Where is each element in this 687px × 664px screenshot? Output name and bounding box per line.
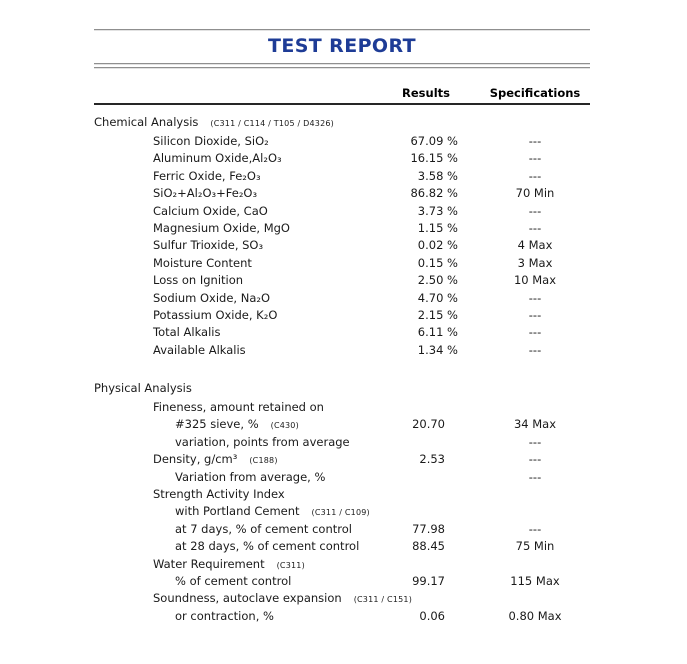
row-label	[94, 608, 385, 625]
parameter-name: at 7 days, % of cement control	[175, 521, 352, 536]
row-spec	[480, 556, 590, 574]
method-note: (C188)	[249, 456, 278, 466]
parameter-name: at 28 days, % of cement control	[175, 539, 360, 554]
analysis-row	[94, 608, 590, 625]
row-spec: ---	[528, 342, 542, 357]
analysis-row	[94, 590, 590, 607]
report-body	[94, 106, 590, 625]
header-rule	[94, 103, 590, 105]
top-rule	[94, 29, 590, 31]
parameter-name: Soundness, autoclave expansion	[153, 591, 342, 606]
analysis-row	[94, 451, 590, 468]
parameter-name: Ferric Oxide, Fe₂O₃	[153, 168, 261, 183]
analysis-row	[94, 469, 590, 486]
row-label	[94, 307, 385, 324]
parameter-name: with Portland Cement	[175, 504, 300, 519]
parameter-name: Water Requirement	[153, 556, 265, 571]
parameter-name: % of cement control	[175, 573, 292, 588]
parameter-name: Moisture Content	[153, 255, 252, 270]
method-note: (C311 / C109)	[311, 508, 370, 518]
row-result: 3.73 %	[417, 203, 458, 218]
parameter-name: Available Alkalis	[153, 342, 246, 357]
analysis-row	[94, 434, 590, 451]
parameter-name: Loss on Ignition	[153, 273, 244, 288]
analysis-row	[94, 416, 590, 433]
row-spec: ---	[528, 452, 542, 467]
title-double-rule	[94, 63, 590, 71]
row-spec: 3 Max	[517, 255, 553, 270]
analysis-row	[94, 573, 590, 590]
section-name: Physical Analysis	[94, 381, 192, 396]
row-result: 99.17	[412, 573, 445, 588]
row-spec: ---	[528, 134, 542, 148]
row-result: 0.06	[419, 608, 445, 623]
parameter-name: Strength Activity Index	[153, 487, 285, 502]
row-result	[385, 469, 480, 486]
row-label	[94, 503, 385, 521]
row-spec: ---	[528, 220, 542, 235]
section-name: Chemical Analysis	[94, 115, 199, 129]
row-spec: ---	[528, 168, 542, 183]
row-result: 20.70	[412, 417, 445, 432]
analysis-row	[94, 237, 590, 254]
section-physical-analysis	[94, 380, 590, 625]
analysis-row	[94, 503, 590, 520]
parameter-name: #325 sieve, %	[175, 417, 259, 432]
parameter-name: Variation from average, %	[175, 469, 326, 484]
row-spec: ---	[528, 434, 542, 449]
parameter-name: Sulfur Trioxide, SO₃	[153, 238, 264, 253]
row-label	[94, 556, 385, 574]
row-label	[94, 185, 385, 202]
row-label	[94, 150, 385, 167]
row-label	[94, 486, 385, 503]
row-result	[385, 503, 480, 521]
analysis-row	[94, 168, 590, 185]
row-spec: ---	[528, 290, 542, 305]
row-spec: 10 Max	[513, 273, 557, 288]
row-label	[94, 133, 385, 150]
parameter-name: or contraction, %	[175, 608, 274, 623]
parameter-name: SiO₂+Al₂O₃+Fe₂O₃	[153, 186, 258, 201]
parameter-name: Aluminum Oxide,Al₂O₃	[153, 151, 282, 166]
row-spec	[480, 399, 590, 416]
row-result	[385, 114, 480, 133]
row-result	[385, 399, 480, 416]
parameter-name: variation, points from average	[175, 434, 350, 449]
row-label	[94, 380, 385, 399]
section-heading	[94, 114, 590, 133]
row-result	[385, 434, 480, 451]
method-note: (C311 / C114 / T105 / D4326)	[210, 119, 334, 128]
method-note: (C430)	[270, 421, 299, 431]
analysis-row	[94, 255, 590, 272]
section-heading	[94, 380, 590, 399]
row-result	[385, 556, 480, 574]
row-label	[94, 590, 412, 608]
row-spec	[480, 503, 590, 521]
analysis-row	[94, 272, 590, 289]
row-spec: ---	[528, 203, 542, 218]
row-result	[385, 486, 480, 503]
row-result: 0.02 %	[417, 238, 458, 253]
row-spec: ---	[528, 325, 542, 340]
method-note: (C311)	[276, 560, 305, 570]
row-spec: ---	[528, 307, 542, 322]
parameter-name: Magnesium Oxide, MgO	[153, 220, 290, 235]
double-rule-line-1	[94, 63, 590, 65]
row-spec: 4 Max	[517, 238, 553, 253]
row-label	[94, 342, 385, 359]
row-label	[94, 272, 385, 289]
row-spec: 0.80 Max	[508, 608, 562, 623]
report-title: TEST REPORT	[267, 35, 417, 57]
row-spec: ---	[528, 469, 542, 484]
row-label	[94, 416, 385, 434]
analysis-row	[94, 203, 590, 220]
analysis-row	[94, 133, 590, 150]
row-spec	[480, 114, 590, 133]
row-spec: ---	[528, 521, 542, 536]
column-header-spacer	[94, 86, 385, 100]
row-result: 0.15 %	[417, 255, 458, 270]
parameter-name: Silicon Dioxide, SiO₂	[153, 134, 269, 148]
row-label	[94, 114, 385, 133]
analysis-row	[94, 324, 590, 341]
row-result: 1.15 %	[417, 220, 458, 235]
row-label	[94, 469, 385, 486]
row-result: 1.34 %	[417, 342, 458, 357]
specifications-column-header: Specifications	[489, 86, 581, 100]
row-spec: 70 Min	[515, 186, 555, 201]
method-note: (C311 / C151)	[353, 595, 413, 605]
row-result	[385, 380, 480, 399]
row-result: 4.70 %	[417, 290, 458, 305]
analysis-row	[94, 220, 590, 237]
row-spec: ---	[528, 151, 542, 166]
row-spec: 34 Max	[513, 417, 557, 432]
analysis-row	[94, 185, 590, 202]
row-result: 88.45	[412, 539, 445, 554]
row-result: 3.58 %	[417, 168, 458, 183]
analysis-row	[94, 290, 590, 307]
row-label	[94, 290, 385, 307]
analysis-row	[94, 538, 590, 555]
row-label	[94, 399, 385, 416]
parameter-name: Density, g/cm³	[153, 452, 238, 467]
analysis-row	[94, 521, 590, 538]
results-column-header: Results	[402, 86, 450, 100]
row-result: 86.82 %	[410, 186, 458, 201]
row-result: 2.15 %	[417, 307, 458, 322]
analysis-row	[94, 307, 590, 324]
row-spec: 75 Min	[515, 539, 555, 554]
column-headers	[94, 86, 590, 100]
section-chemical-analysis	[94, 114, 590, 359]
row-label	[94, 434, 385, 451]
row-spec	[507, 590, 617, 608]
row-result: 67.09 %	[410, 134, 458, 148]
row-label	[94, 324, 385, 341]
row-spec	[480, 486, 590, 503]
parameter-name: Fineness, amount retained on	[153, 400, 324, 415]
row-result: 16.15 %	[410, 151, 458, 166]
row-result: 2.50 %	[417, 273, 458, 288]
double-rule-line-2	[94, 67, 590, 69]
analysis-row	[94, 150, 590, 167]
parameter-name: Potassium Oxide, K₂O	[153, 307, 278, 322]
parameter-name: Total Alkalis	[153, 325, 221, 340]
row-result: 6.11 %	[417, 325, 458, 340]
row-label	[94, 203, 385, 220]
row-label	[94, 220, 385, 237]
row-label	[94, 573, 385, 590]
row-result: 2.53	[419, 452, 445, 467]
row-spec: 115 Max	[510, 573, 560, 588]
row-label	[94, 521, 385, 538]
parameter-name: Calcium Oxide, CaO	[153, 203, 268, 218]
row-label	[94, 168, 385, 185]
row-result: 77.98	[412, 521, 445, 536]
analysis-row	[94, 486, 590, 503]
row-label	[94, 451, 385, 469]
parameter-name: Sodium Oxide, Na₂O	[153, 290, 271, 305]
row-result	[412, 590, 507, 608]
analysis-row	[94, 342, 590, 359]
analysis-row	[94, 399, 590, 416]
row-label	[94, 538, 385, 555]
row-spec	[480, 380, 590, 399]
row-label	[94, 255, 385, 272]
analysis-row	[94, 556, 590, 573]
row-label	[94, 237, 385, 254]
